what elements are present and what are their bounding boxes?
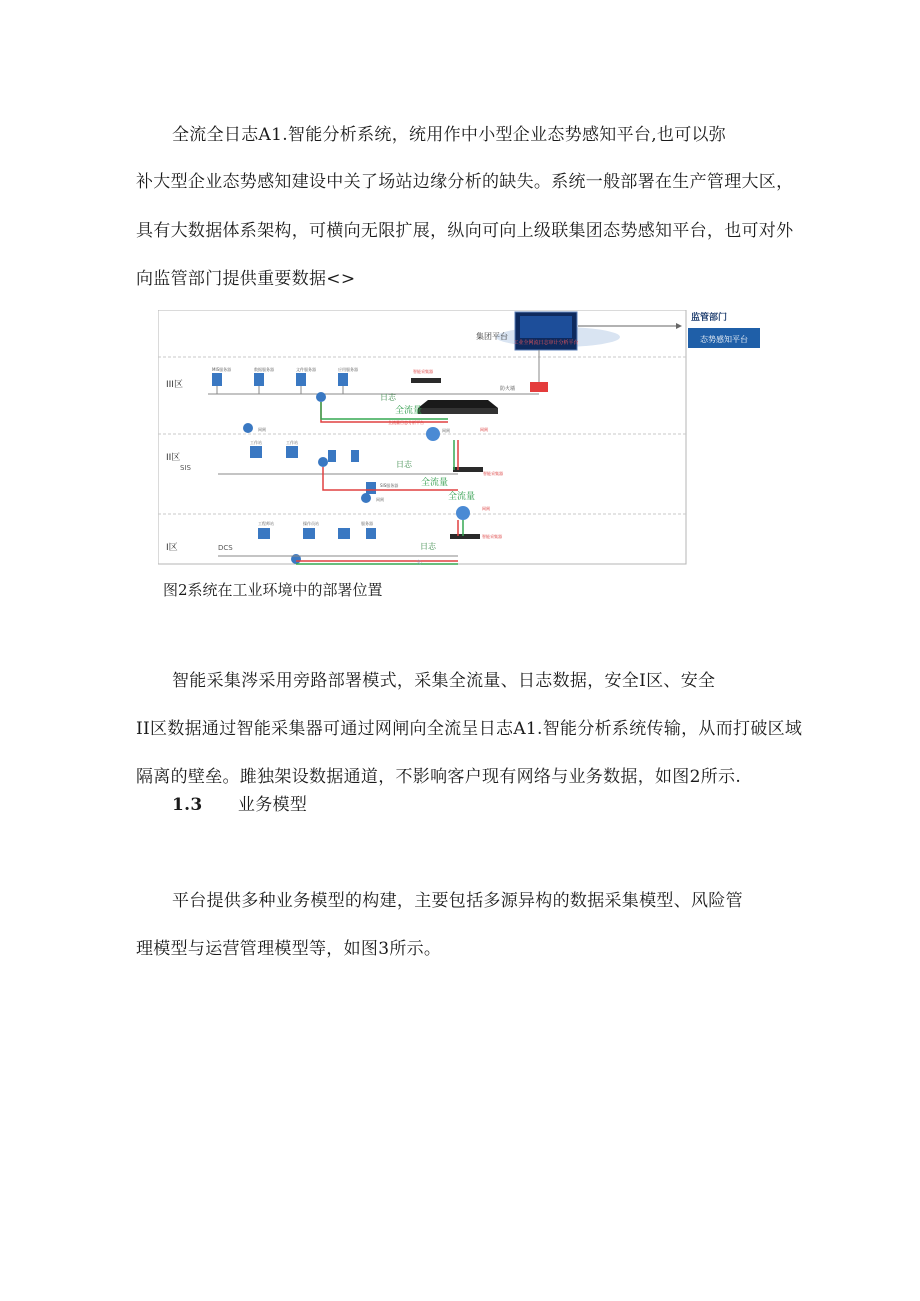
gateway-label: 网闸 xyxy=(480,427,488,432)
paragraph2-line2: II区数据通过智能采集器可通过网闸向全流呈日志A1.智能分析系统传输，从而打破区域 xyxy=(136,719,803,739)
collector-label: 智能采集器 xyxy=(483,471,503,476)
router-icon xyxy=(318,457,328,467)
regulator-platform-label: 态势感知平台 xyxy=(700,335,748,344)
zone-iii-label: III区 xyxy=(166,380,183,390)
host-icon xyxy=(296,373,306,386)
zone1-host-label: 工程师站 xyxy=(258,521,274,526)
zone3-host-label: MIS服务器 xyxy=(212,367,232,372)
host-icon xyxy=(212,373,222,386)
zone-ii-label: II区 xyxy=(166,453,181,463)
paragraph3-line2: 理模型与运营管理模型等，如图3所示。 xyxy=(136,939,442,959)
zone1-host-label: 服务器 xyxy=(361,521,373,526)
zone-i-label: I区 xyxy=(166,543,178,553)
host-icon xyxy=(338,373,348,386)
deployment-diagram xyxy=(158,310,792,566)
host-icon xyxy=(366,482,376,494)
router-icon xyxy=(316,392,326,402)
router-icon xyxy=(456,506,470,520)
diagram-frame xyxy=(158,310,686,564)
group-platform-subtitle: 工业全网流日志审计分析平台 xyxy=(513,340,579,346)
zone2-host-label: 工作站 xyxy=(250,440,262,445)
gateway-label: 网闸 xyxy=(376,497,384,502)
collector-icon xyxy=(450,534,480,539)
paragraph2-line3: 隔离的壁垒。雎独架设数据通道，不影响客户现有网络与业务数据，如图2所示. xyxy=(136,767,742,787)
zone3-host-label: 文件服务器 xyxy=(296,367,316,372)
gateway-label: 网闸 xyxy=(482,506,490,511)
firewall-icon xyxy=(530,382,548,392)
zone-ii-sub: SIS xyxy=(180,464,191,472)
host-icon xyxy=(250,446,262,458)
paragraph2-line1: 智能采集涔采用旁路部署模式，采集全流量、日志数据，安全I区、安全 xyxy=(172,671,716,691)
flow-label-fullflow: 全流量 xyxy=(395,406,423,416)
analyzer-label: 全流量日志分析平台 xyxy=(388,420,424,425)
router-icon xyxy=(243,423,253,433)
zone2-host-label: 工作站 xyxy=(286,440,298,445)
figure-caption: 图2系统在工业环境中的部署位置 xyxy=(163,581,383,599)
host-icon xyxy=(338,528,350,539)
host-icon xyxy=(328,450,336,462)
collector-icon xyxy=(411,378,441,383)
zone3-host-label: 应用服务器 xyxy=(338,367,358,372)
group-platform-map xyxy=(520,316,572,338)
zone-i-sub: DCS xyxy=(218,544,233,552)
host-icon xyxy=(254,373,264,386)
paragraph1-line1: 全流全日志A1.智能分析系统，统用作中小型企业态势感知平台,也可以弥 xyxy=(172,125,727,145)
gateway-label: 网闸 xyxy=(258,427,266,432)
paragraph1-line3: 具有大数据体系架构，可横向无限扩展，纵向可向上级联集团态势感知平台，也可对外 xyxy=(136,221,794,241)
flow-label-log: 日志 xyxy=(396,460,412,469)
paragraph3-line1: 平台提供多种业务模型的构建，主要包括多源异构的数据采集模型、风险管 xyxy=(172,891,743,911)
watermark: 文· xyxy=(416,560,423,566)
section-number: 1.3 xyxy=(172,795,203,815)
group-platform-label: 集团平台 xyxy=(476,332,508,341)
firewall-label: 防火墙 xyxy=(500,386,516,392)
zone3-host-label: 数据服务器 xyxy=(254,367,274,372)
router-icon xyxy=(426,427,440,441)
flow-label-fullflow: 全流量 xyxy=(448,492,476,502)
flow-label-log: 日志 xyxy=(420,542,436,551)
regulator-label: 监管部门 xyxy=(691,313,728,323)
collector-label: 智能采集器 xyxy=(482,534,502,539)
host-icon xyxy=(258,528,270,539)
diagram-canvas xyxy=(158,310,792,566)
section-title: 业务模型 xyxy=(237,795,308,815)
flow-label-fullflow: 全流量 xyxy=(421,478,449,488)
host-icon xyxy=(366,528,376,539)
host-icon xyxy=(351,450,359,462)
host-icon xyxy=(303,528,315,539)
flow-label-log: 日志 xyxy=(380,393,396,402)
analyzer-appliance xyxy=(418,400,498,408)
zone1-host-label: 操作员站 xyxy=(303,521,319,526)
section-heading xyxy=(172,794,307,816)
paragraph1-line2: 补大型企业态势感知建设中关了场站边缘分析的缺失。系统一般部署在生产管理大区， xyxy=(136,172,794,192)
paragraph1-line4: 向监管部门提供重要数据<> xyxy=(136,269,356,289)
router-icon xyxy=(361,493,371,503)
zone2-server-label: SIS服务器 xyxy=(380,483,399,488)
gateway-label: 网闸 xyxy=(442,428,450,433)
host-icon xyxy=(286,446,298,458)
collector-label: 智能采集器 xyxy=(413,369,433,374)
